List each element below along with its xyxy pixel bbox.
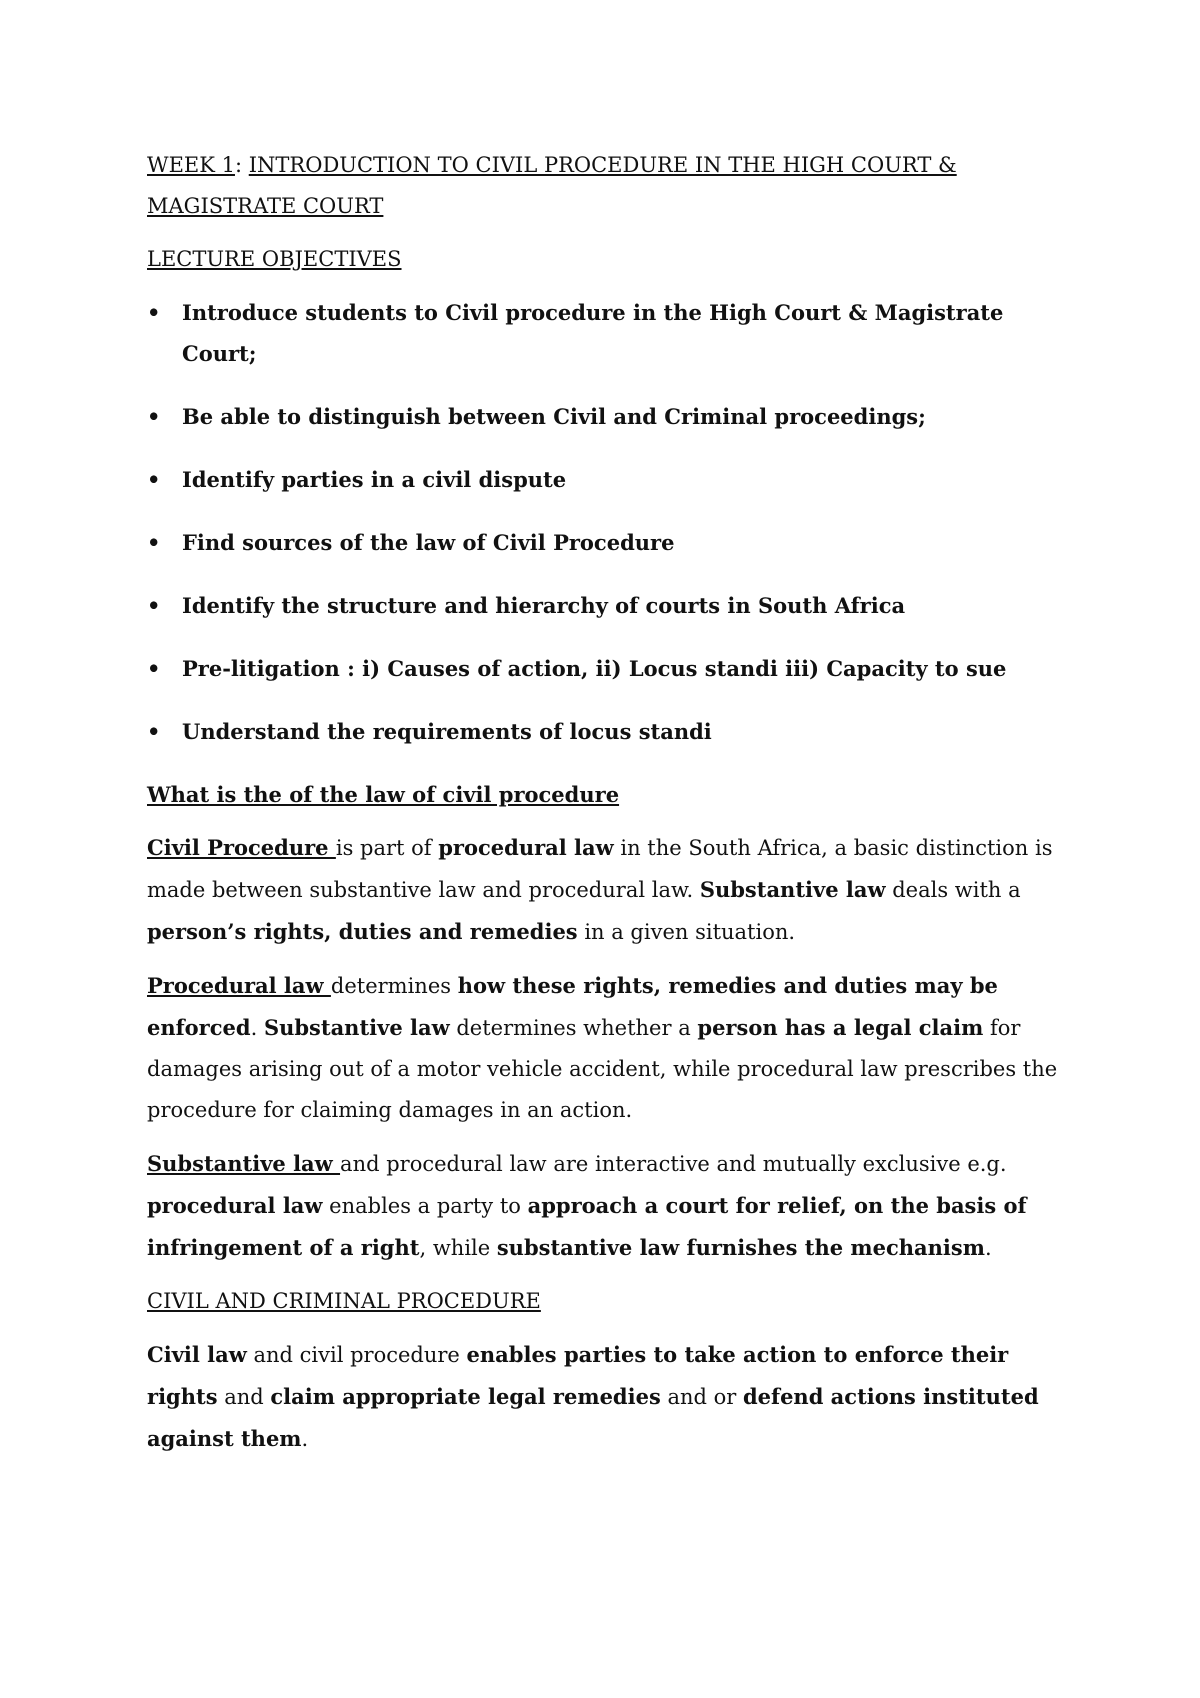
objective-text: Be able to distinguish between Civil and Criminal proceedings; — [182, 404, 926, 429]
section2-paragraph-1 — [147, 1334, 1072, 1460]
list-item — [147, 522, 1072, 563]
objective-text: Identify parties in a civil dispute — [182, 467, 567, 492]
paragraph-text: for damages arising out of a motor vehicle accident, while procedural law prescribes the procedure for claiming damages in an action. — [147, 1016, 1058, 1122]
paragraph-text: enables a party to — [322, 1194, 528, 1218]
term-civil-procedure: Civil Procedure — [147, 835, 336, 860]
page-title — [147, 145, 1072, 227]
paragraph-bold-text: substantive law furnishes the mechanism — [496, 1235, 985, 1260]
paragraph-text: and or — [660, 1385, 743, 1409]
bullet-icon: • — [147, 300, 161, 325]
bullet-icon: • — [147, 656, 161, 681]
paragraph-bold-text: person has a legal claim — [697, 1015, 984, 1040]
paragraph-text: . — [301, 1427, 309, 1451]
paragraph-bold-text: person’s rights, duties and remedies — [147, 919, 578, 944]
paragraph-text: . — [250, 1016, 264, 1040]
paragraph-text: and — [217, 1385, 271, 1409]
paragraph-text: in the South Africa, a basic distinction is made between substantive law and procedural law. — [147, 836, 1053, 902]
paragraph-text: . — [984, 1236, 992, 1260]
bullet-icon: • — [147, 467, 161, 492]
paragraph-bold-text: how these rights, remedies and duties may be enforced — [147, 973, 998, 1040]
objectives-heading: LECTURE OBJECTIVES — [147, 247, 402, 271]
objective-text: Identify the structure and hierarchy of courts in South Africa — [182, 593, 906, 618]
paragraph-bold-text: Substantive law — [699, 877, 886, 902]
objective-text: Introduce students to Civil procedure in the High Court & Magistrate Court; — [182, 300, 1004, 366]
list-item — [147, 396, 1072, 437]
objective-text: Understand the requirements of locus standi — [182, 719, 712, 744]
paragraph-bold-text: procedural law — [438, 835, 614, 860]
paragraph-text: , while — [419, 1236, 497, 1260]
document-content — [147, 145, 1072, 1472]
bullet-icon: • — [147, 719, 161, 744]
title-colon: : — [234, 153, 249, 177]
paragraph-text: determines — [330, 974, 458, 998]
title-text: INTRODUCTION TO CIVIL PROCEDURE IN THE HIGH COURT & MAGISTRATE COURT — [147, 153, 957, 218]
title-week: WEEK 1 — [147, 153, 235, 177]
paragraph-text: in a given situation. — [577, 920, 796, 944]
paragraph-bold-text: Civil law — [147, 1342, 247, 1367]
paragraph-text: determines whether a — [449, 1016, 698, 1040]
paragraph-text: and civil procedure — [246, 1343, 467, 1367]
section2-heading: CIVIL AND CRIMINAL PROCEDURE — [147, 1289, 541, 1313]
paragraph-bold-text: approach a court for relief, on the basis of infringement of a right — [147, 1193, 1027, 1260]
paragraph-bold-text: defend actions instituted against them — [147, 1384, 1039, 1451]
section1-paragraph-3 — [147, 1143, 1072, 1269]
list-item — [147, 585, 1072, 626]
paragraph-bold-text: enables parties to take action to enforce their rights — [147, 1342, 1009, 1409]
list-item — [147, 648, 1072, 689]
section1-paragraph-1 — [147, 827, 1072, 953]
bullet-icon: • — [147, 530, 161, 555]
term-substantive-law: Substantive law — [147, 1151, 341, 1176]
list-item — [147, 459, 1072, 500]
bullet-icon: • — [147, 404, 161, 429]
term-procedural-law: Procedural law — [147, 973, 331, 998]
paragraph-text: is part of — [335, 836, 439, 860]
paragraph-text: deals with a — [885, 878, 1021, 902]
paragraph-bold-text: claim appropriate legal remedies — [270, 1384, 661, 1409]
objectives-list — [147, 292, 1072, 752]
section1-paragraph-2 — [147, 965, 1072, 1131]
paragraph-text: and procedural law are interactive and mutually exclusive e.g. — [340, 1152, 1007, 1176]
paragraph-bold-text: Substantive law — [263, 1015, 450, 1040]
list-item — [147, 292, 1072, 374]
list-item — [147, 711, 1072, 752]
section1-heading: What is the of the law of civil procedure — [147, 782, 620, 807]
paragraph-bold-text: procedural law — [147, 1193, 323, 1218]
bullet-icon: • — [147, 593, 161, 618]
objective-text: Find sources of the law of Civil Procedure — [182, 530, 675, 555]
objective-text: Pre-litigation : i) Causes of action, ii) Locus standi iii) Capacity to sue — [182, 656, 1007, 681]
